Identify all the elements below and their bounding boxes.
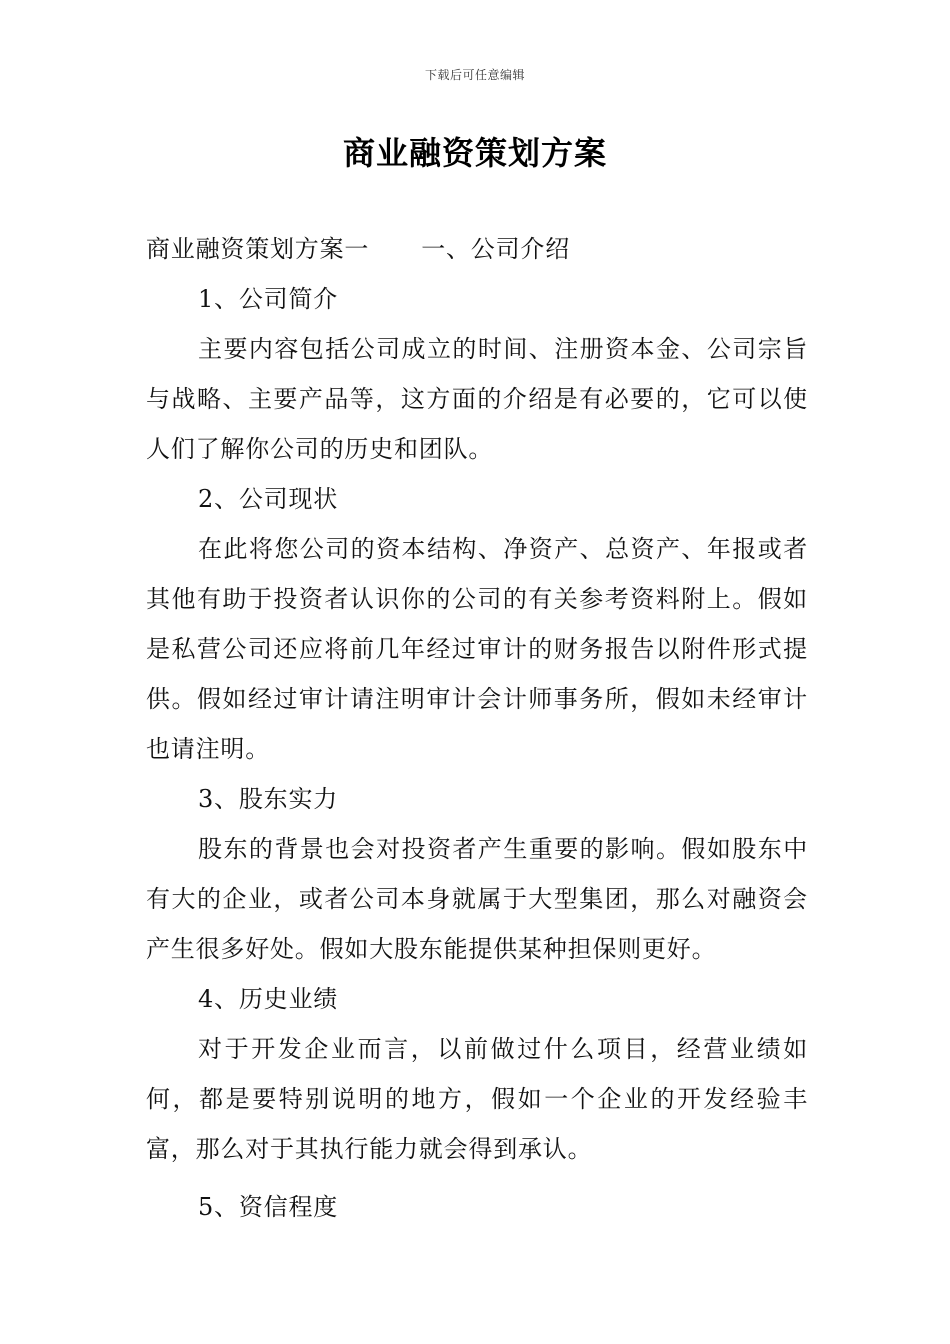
section-heading-company-intro: 一、公司介绍	[421, 235, 571, 263]
paragraph-3: 股东的背景也会对投资者产生重要的影响。假如股东中有大的企业，或者公司本身就属于大型集团，那么对融资会产生很多好处。假如大股东能提供某种担保则更好。	[146, 835, 808, 963]
document-body	[146, 224, 808, 1232]
paragraph-1: 主要内容包括公司成立的时间、注册资本金、公司宗旨与战略、主要产品等，这方面的介绍是有必要的，它可以使人们了解你公司的历史和团队。	[146, 335, 808, 463]
section-heading-2: 2、公司现状	[198, 485, 339, 513]
section-heading-5: 5、资信程度	[198, 1193, 339, 1221]
paragraph-2: 在此将您公司的资本结构、净资产、总资产、年报或者其他有助于投资者认识你的公司的有关参考资料附上。假如是私营公司还应将前几年经过审计的财务报告以附件形式提供。假如经过审计请注明审计会计师事务所，假如未经审计也请注明。	[146, 535, 808, 763]
paragraph-4: 对于开发企业而言，以前做过什么项目，经营业绩如何，都是要特别说明的地方，假如一个企业的开发经验丰富，那么对于其执行能力就会得到承认。	[146, 1035, 808, 1163]
section-heading-1: 1、公司简介	[198, 285, 339, 313]
plan-label: 商业融资策划方案一	[146, 235, 370, 263]
section-heading-4: 4、历史业绩	[198, 985, 339, 1013]
page-title: 商业融资策划方案	[342, 134, 607, 172]
header-note: 下载后可任意编辑	[424, 68, 525, 82]
section-heading-3: 3、股东实力	[198, 785, 339, 813]
intro-line	[146, 224, 808, 274]
